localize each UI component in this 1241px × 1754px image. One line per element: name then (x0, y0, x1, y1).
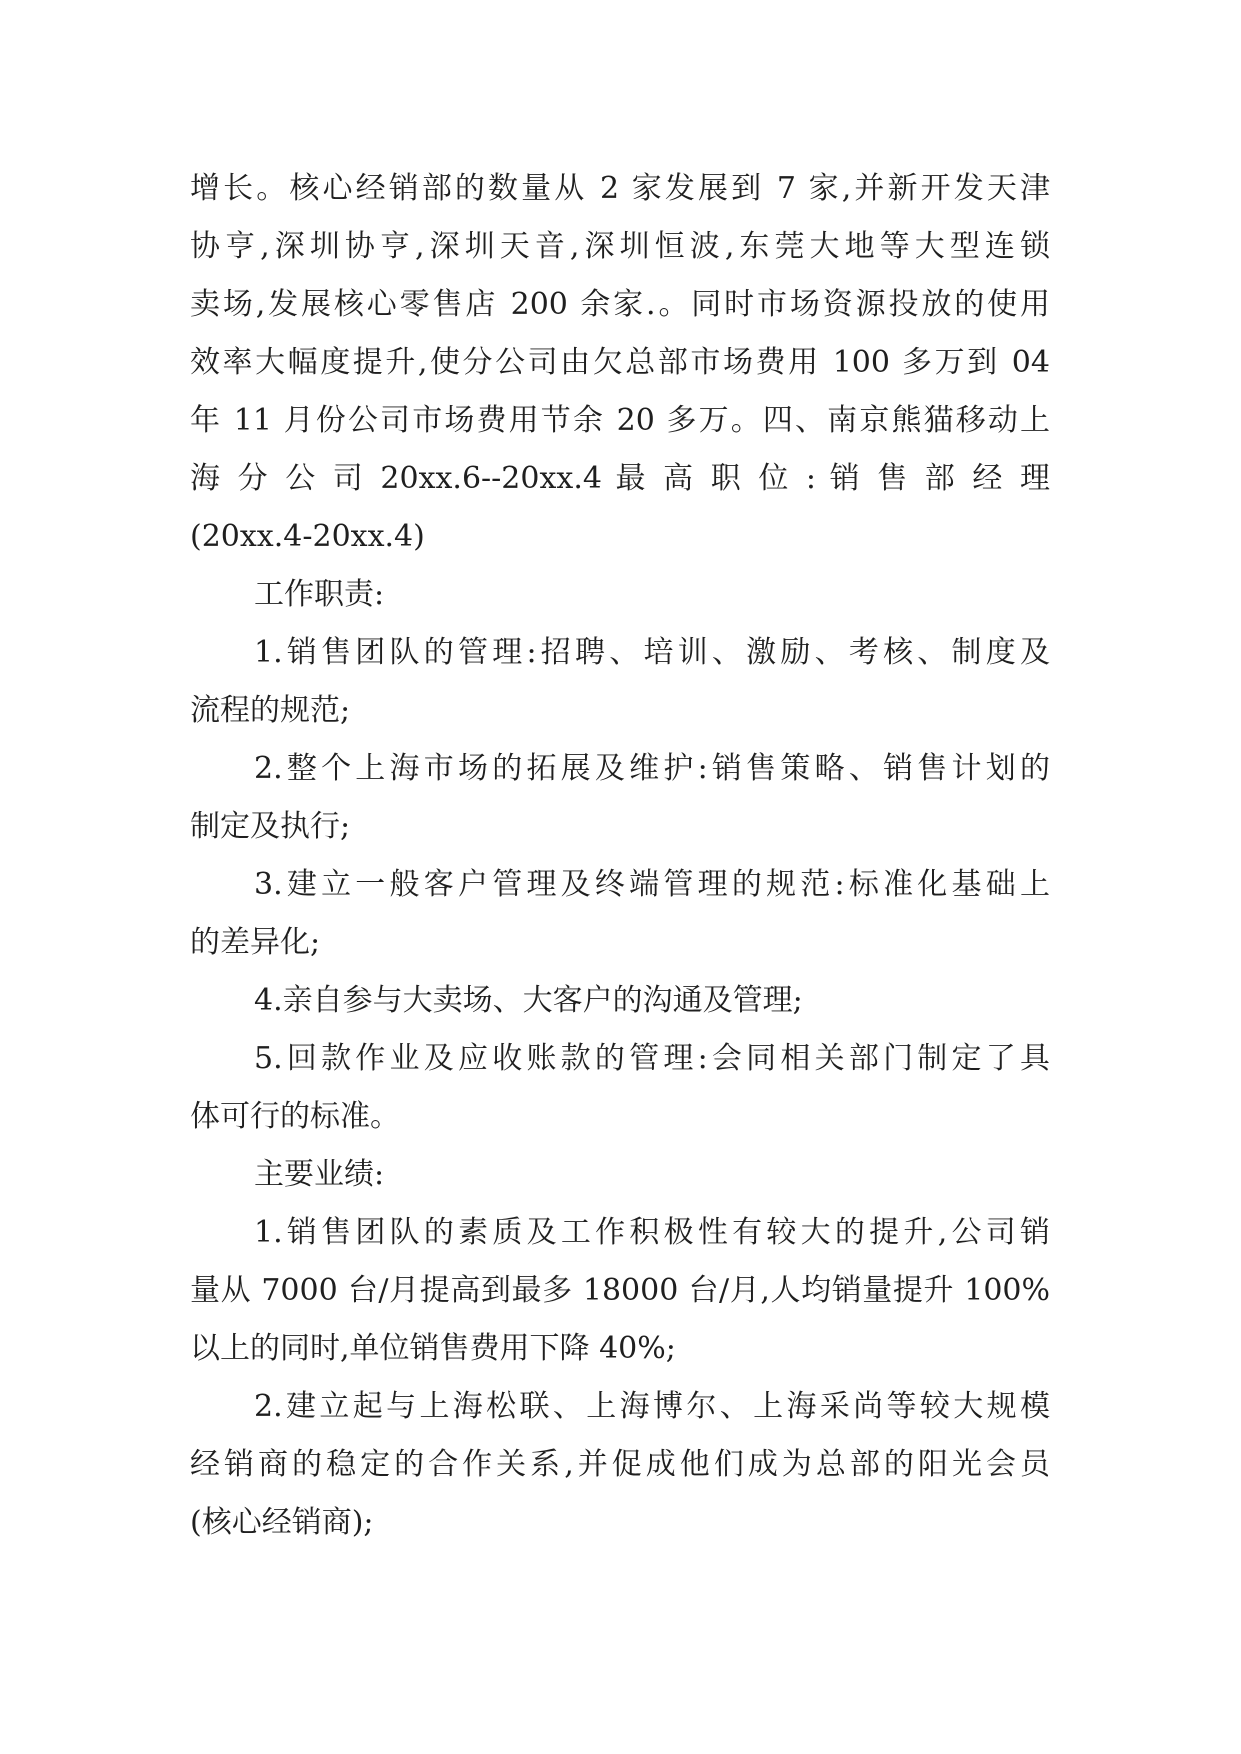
achievement-item-2: 2.建立起与上海松联、上海博尔、上海采尚等较大规模 (254, 1389, 1050, 1424)
achievement-item-2-cont: 经销商的稳定的合作关系,并促成他们成为总部的阳光会员 (190, 1447, 1050, 1482)
text-line: 协亨,深圳协亨,深圳天音,深圳恒波,东莞大地等大型连锁 (190, 229, 1050, 264)
achievement-item-2-cont: (核心经销商); (190, 1505, 374, 1540)
duty-item-3-cont: 的差异化; (190, 925, 321, 960)
achievement-item-1-cont: 以上的同时,单位销售费用下降 40%; (190, 1331, 676, 1366)
duty-item-5-cont: 体可行的标准。 (190, 1099, 400, 1134)
duty-item-2-cont: 制定及执行; (190, 809, 351, 844)
text-line: 海 分 公 司 20xx.6--20xx.4 最 高 职 位 : 销 售 部 经 理 (190, 461, 1050, 496)
text-line: 卖场,发展核心零售店 200 余家.。同时市场资源投放的使用 (190, 287, 1050, 322)
duty-item-1-cont: 流程的规范; (190, 693, 351, 728)
section-heading-achievements: 主要业绩: (254, 1157, 385, 1192)
document-body (190, 160, 1050, 1552)
achievement-item-1: 1.销售团队的素质及工作积极性有较大的提升,公司销 (254, 1215, 1050, 1250)
achievement-item-1-cont: 量从 7000 台/月提高到最多 18000 台/月,人均销量提升 100% (190, 1273, 1050, 1308)
duty-item-1: 1.销售团队的管理:招聘、培训、激励、考核、制度及 (254, 635, 1050, 670)
text-line: 效率大幅度提升,使分公司由欠总部市场费用 100 多万到 04 (190, 345, 1050, 380)
duty-item-4: 4.亲自参与大卖场、大客户的沟通及管理; (254, 983, 803, 1018)
text-line: 增长。核心经销部的数量从 2 家发展到 7 家,并新开发天津 (190, 171, 1050, 206)
duty-item-2: 2.整个上海市场的拓展及维护:销售策略、销售计划的 (254, 751, 1050, 786)
section-heading-duties: 工作职责: (254, 577, 385, 612)
duty-item-5: 5.回款作业及应收账款的管理:会同相关部门制定了具 (254, 1041, 1050, 1076)
text-line: (20xx.4-20xx.4) (190, 519, 425, 554)
text-line: 年 11 月份公司市场费用节余 20 多万。四、南京熊猫移动上 (190, 403, 1050, 438)
duty-item-3: 3.建立一般客户管理及终端管理的规范:标准化基础上 (254, 867, 1050, 902)
